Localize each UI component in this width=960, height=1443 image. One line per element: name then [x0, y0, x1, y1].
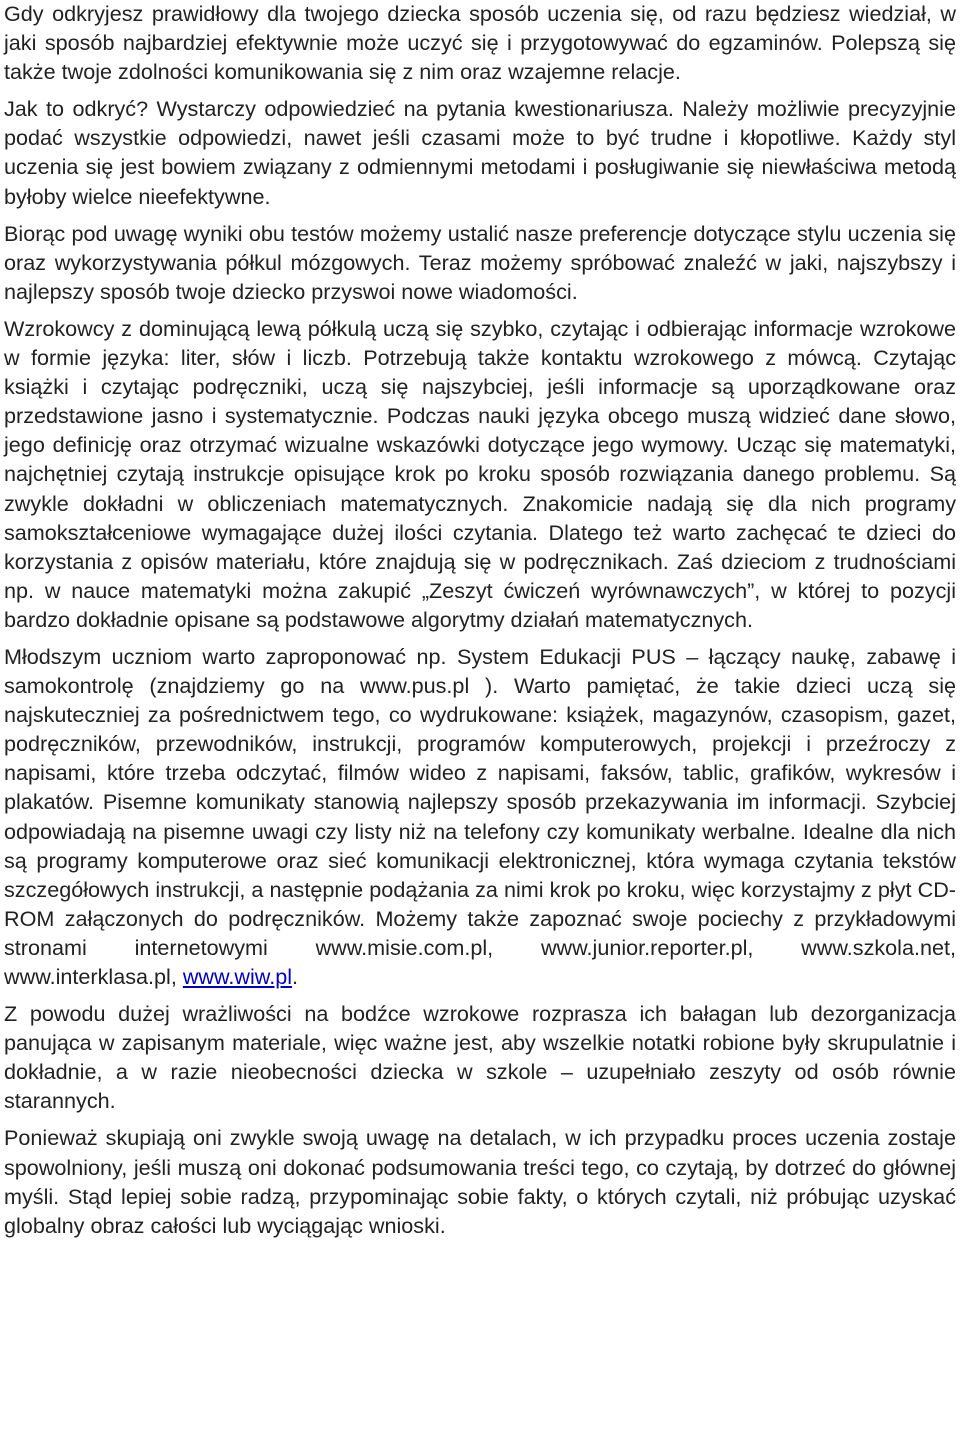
paragraph-intro: Gdy odkryjesz prawidłowy dla twojego dziecka sposób uczenia się, od razu będziesz wiedział, w jaki sposób najbardziej efektywnie może uczyć się i przygotowywać do egzaminów. Polepszą się także twoje zdolności komunikowania się z nim oraz wzajemne relacje.: [4, 1, 956, 85]
paragraph-visual-learners: Wzrokowcy z dominującą lewą półkulą uczą się szybko, czytając i odbierając informacje wzrokowe w formie języka: liter, słów i liczb. Potrzebują także kontaktu wzrokowego z mówcą. Czytając książki i czytając podręczniki, uczą się najszybciej, jeśli informacje są uporządkowane oraz przedstawione jasno i systematycznie. Podczas nauki języka obcego muszą widzieć dane słowo, jego definicję oraz otrzymać wizualne wskazówki dotyczące jego wymowy. Ucząc się matematyki, najchętniej czytają instrukcje opisujące krok po kroku sposób rozwiązania danego problemu. Są zwykle dokładni w obliczeniach matematycznych. Znakomicie nadają się dla nich programy samokształceniowe wymagające dużej ilości czytania. Dlatego też warto zachęcać te dzieci do korzystania z opisów materiału, które znajdują się w podręcznikach. Zaś dzieciom z trudnościami np. w nauce matematyki można zakupić „Zeszyt ćwiczeń wyrównawczych”, w której to pozycji bardzo dokładnie opisane są podstawowe algorytmy działań matematycznych.: [4, 315, 956, 632]
paragraph-end-punctuation: .: [292, 964, 299, 989]
paragraph-younger-students: [4, 642, 956, 991]
paragraph-test-results: Biorąc pod uwagę wyniki obu testów możemy ustalić nasze preferencje dotyczące stylu uczenia się oraz wykorzystywania półkul mózgowych. Teraz możemy spróbować znaleźć w jaki, najszybszy i najlepszy sposób twoje dziecko przyswoi nowe wiadomości.: [4, 220, 956, 304]
paragraph-younger-students-text: Młodszym uczniom warto zaproponować np. System Edukacji PUS – łączący naukę, zabawę i samokontrolę (znajdziemy go na www.pus.pl ). Warto pamiętać, że takie dzieci uczą się najskuteczniej za pośrednictwem tego, co wydrukowane: książek, magazynów, czasopism, gazet, podręczników, przewodników, instrukcji, programów komputerowych, projekcji i przeźroczy z napisami, które trzeba odczytać, filmów wideo z napisami, faksów, tablic, grafików, wykresów i plakatów. Pisemne komunikaty stanowią najlepszy sposób przekazywania im informacji. Szybciej odpowiadają na pisemne uwagi czy listy niż na telefony czy komunikaty werbalne. Idealne dla nich są programy komputerowe oraz sieć komunikacji elektronicznej, która wymaga czytania tekstów szczegółowych instrukcji, a następnie podążania za nimi krok po kroku, więc korzystajmy z płyt CD-ROM załączonych do podręczników. Możemy także zapoznać swoje pociechy z przykładowymi stronami internetowymi www.misie.com.pl, www.junior.reporter.pl, www.szkola.net, www.interklasa.pl,: [4, 643, 956, 989]
paragraph-sensitivity: Z powodu dużej wrażliwości na bodźce wzrokowe rozprasza ich bałagan lub dezorganizacja panująca w zapisanym materiale, więc ważne jest, aby wszelkie notatki robione były skrupulatnie i dokładnie, a w razie nieobecności dziecka w szkole – uzupełniało zeszyty od osób równie starannych.: [4, 1001, 956, 1114]
wiw-link[interactable]: www.wiw.pl: [182, 964, 293, 989]
document-page: [4, 0, 956, 1240]
paragraph-details: Ponieważ skupiają oni zwykle swoją uwagę na detalach, w ich przypadku proces uczenia zostaje spowolniony, jeśli muszą oni dokonać podsumowania treści tego, co czytają, by dotrzeć do głównej myśli. Stąd lepiej sobie radzą, przypominając sobie fakty, o których czytali, niż próbując uzyskać globalny obraz całości lub wyciągając wnioski.: [4, 1125, 956, 1238]
paragraph-how-to-discover: Jak to odkryć? Wystarczy odpowiedzieć na pytania kwestionariusza. Należy możliwie precyzyjnie podać wszystkie odpowiedzi, nawet jeśli czasami może to być trudne i kłopotliwe. Każdy styl uczenia się jest bowiem związany z odmiennymi metodami i posługiwanie się niewłaściwa metodą byłoby wielce nieefektywne.: [4, 96, 956, 209]
